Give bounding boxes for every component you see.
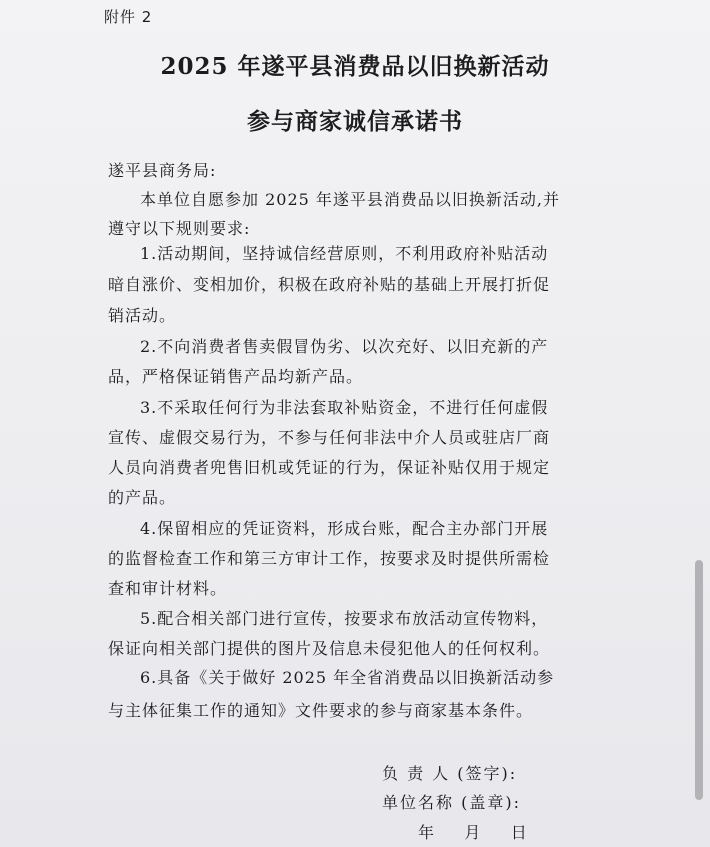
addressee: 遂平县商务局: [108,161,217,180]
rule-6-line-1: 6.具备《关于做好 2025 年全省消费品以旧换新活动参 [140,668,555,687]
rule-4-line-2: 的监督检查工作和第三方审计工作，按要求及时提供所需检 [108,549,551,568]
rule-4-line-3: 查和审计材料。 [108,579,228,598]
rule-5-line-2: 保证向相关部门提供的图片及信息未侵犯他人的任何权利。 [108,639,551,658]
rule-2-line-1: 2.不向消费者售卖假冒伪劣、以次充好、以旧充新的产 [140,337,549,356]
rule-1-line-2: 暗自涨价、变相加价，积极在政府补贴的基础上开展打折促 [108,275,551,294]
rule-4-line-1: 4.保留相应的凭证资料，形成台账，配合主办部门开展 [140,519,549,538]
intro-line-2: 遵守以下规则要求: [108,219,251,238]
rule-6-line-2: 与主体征集工作的通知》文件要求的参与商家基本条件。 [108,701,534,720]
document-title-line-1: 2025 年遂平县消费品以旧换新活动 [160,53,550,80]
intro-line-1: 本单位自愿参加 2025 年遂平县消费品以旧换新活动,并 [140,190,560,209]
rule-1-line-3: 销活动。 [108,306,177,325]
vertical-scrollbar[interactable] [695,560,703,800]
unit-name-seal-line: 单位名称 (盖章): [382,793,521,812]
rule-2-line-2: 品，严格保证销售产品均新产品。 [108,367,364,386]
rule-3-line-3: 人员向消费者兜售旧机或凭证的行为，保证补贴仅用于规定 [108,458,551,477]
document-title-line-2: 参与商家诚信承诺书 [247,108,463,135]
rule-1-line-1: 1.活动期间，坚持诚信经营原则，不利用政府补贴活动 [140,244,549,263]
responsible-person-signature-line: 负 责 人 (签字): [382,764,518,783]
date-line: 年 月 日 [418,823,529,842]
rule-3-line-4: 的产品。 [108,488,177,507]
rule-3-line-1: 3.不采取任何行为非法套取补贴资金，不进行任何虚假 [140,398,549,417]
attachment-label: 附件 2 [104,8,153,26]
rule-3-line-2: 宣传、虚假交易行为，不参与任何非法中介人员或驻店厂商 [108,428,551,447]
rule-5-line-1: 5.配合相关部门进行宣传，按要求布放活动宣传物料， [140,609,549,628]
